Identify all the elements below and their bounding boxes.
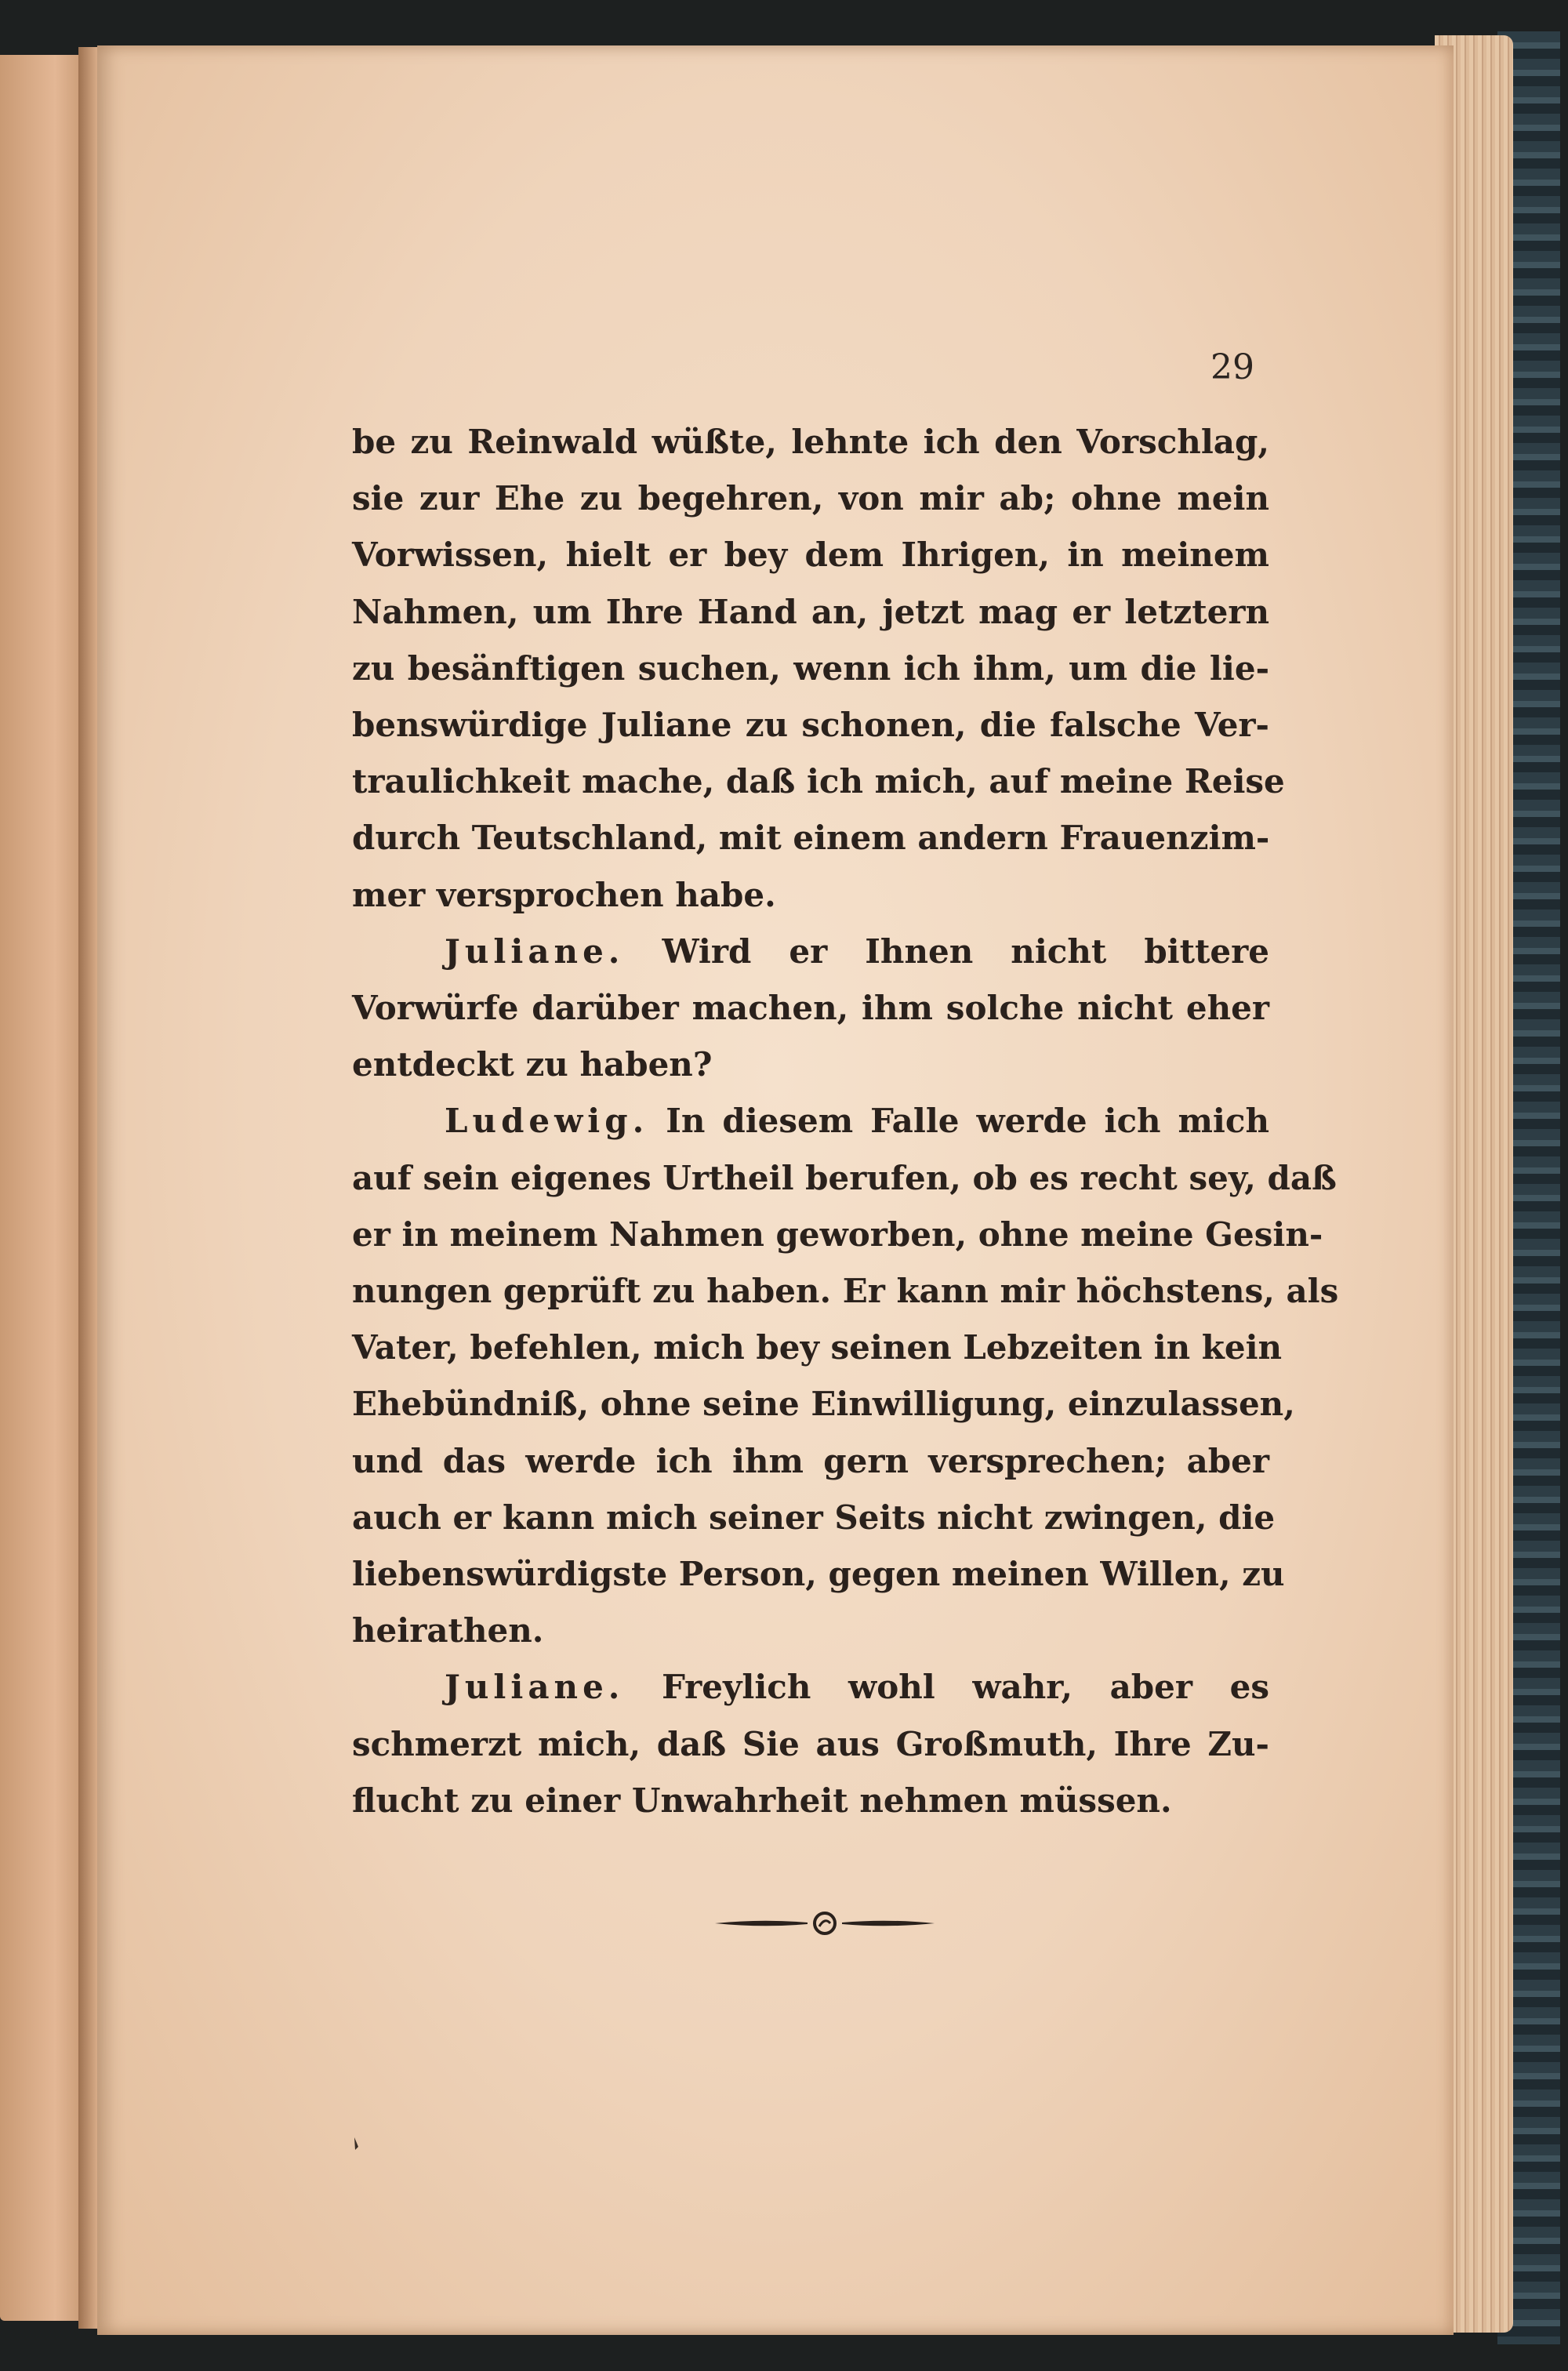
text-line: Vorwürfe darüber machen, ihm solche nicht eher	[352, 989, 1269, 1028]
text-line: zu besänftigen suchen, wenn ich ihm, um die lie-	[352, 648, 1269, 688]
ornamental-rule-icon	[715, 1908, 935, 1939]
speaker-name: Juliane.	[445, 1668, 625, 1707]
text-line: be zu Reinwald wüßte, lehnte ich den Vorschlag,	[352, 423, 1269, 461]
text-line: sie zur Ehe zu begehren, von mir ab; ohne mein	[352, 479, 1269, 518]
text-line: Vorwissen, hielt er bey dem Ihrigen, in meinem	[352, 536, 1269, 575]
text-line: auf sein eigenes Urtheil berufen, ob es recht sey, daß	[352, 1158, 1337, 1197]
dialogue-line	[352, 1093, 1269, 1149]
dialogue-line	[352, 924, 1269, 980]
dialogue-text: Freylich wohl wahr, aber es	[662, 1668, 1269, 1707]
text-line: Vater, befehlen, mich bey seinen Lebzeiten in kein	[352, 1328, 1283, 1367]
ink-speck	[348, 2131, 379, 2162]
text-line: traulichkeit mache, daß ich mich, auf meine Reise	[352, 762, 1285, 801]
text-line: Ehebündniß, ohne seine Einwilligung, einzulassen,	[352, 1385, 1295, 1424]
text-line: flucht zu einer Unwahrheit nehmen müssen.	[352, 1781, 1172, 1820]
text-line: liebenswürdigste Person, gegen meinen Willen, zu	[352, 1555, 1285, 1594]
speaker-name: Ludewig.	[445, 1102, 649, 1141]
dialogue-text: In diesem Falle werde ich mich	[666, 1102, 1269, 1141]
dialogue-text: Wird er Ihnen nicht bittere	[662, 931, 1270, 971]
text-line: durch Teutschland, mit einem andern Frauenzim-	[352, 819, 1270, 858]
text-line: benswürdige Juliane zu schonen, die falsche Ver-	[352, 706, 1269, 745]
text-line: schmerzt mich, daß Sie aus Großmuth, Ihre Zu-	[352, 1724, 1269, 1763]
text-line: Nahmen, um Ihre Hand an, jetzt mag er letztern	[352, 592, 1269, 631]
text-line: heirathen.	[352, 1611, 544, 1650]
text-line: nungen geprüft zu haben. Er kann mir höchstens, als	[352, 1272, 1339, 1311]
text-line: er in meinem Nahmen geworben, ohne meine Gesin-	[352, 1215, 1323, 1254]
text-line: auch er kann mich seiner Seits nicht zwingen, die	[352, 1498, 1276, 1537]
page-text	[352, 414, 1339, 1829]
text-line: und das werde ich ihm gern versprechen; aber	[352, 1441, 1269, 1480]
dialogue-line	[352, 1659, 1269, 1716]
book-page	[97, 45, 1454, 2335]
text-line: mer versprochen habe.	[352, 875, 776, 914]
text-line: entdeckt zu haben?	[352, 1045, 713, 1084]
speaker-name: Juliane.	[445, 931, 625, 971]
page-number: 29	[1210, 347, 1254, 387]
